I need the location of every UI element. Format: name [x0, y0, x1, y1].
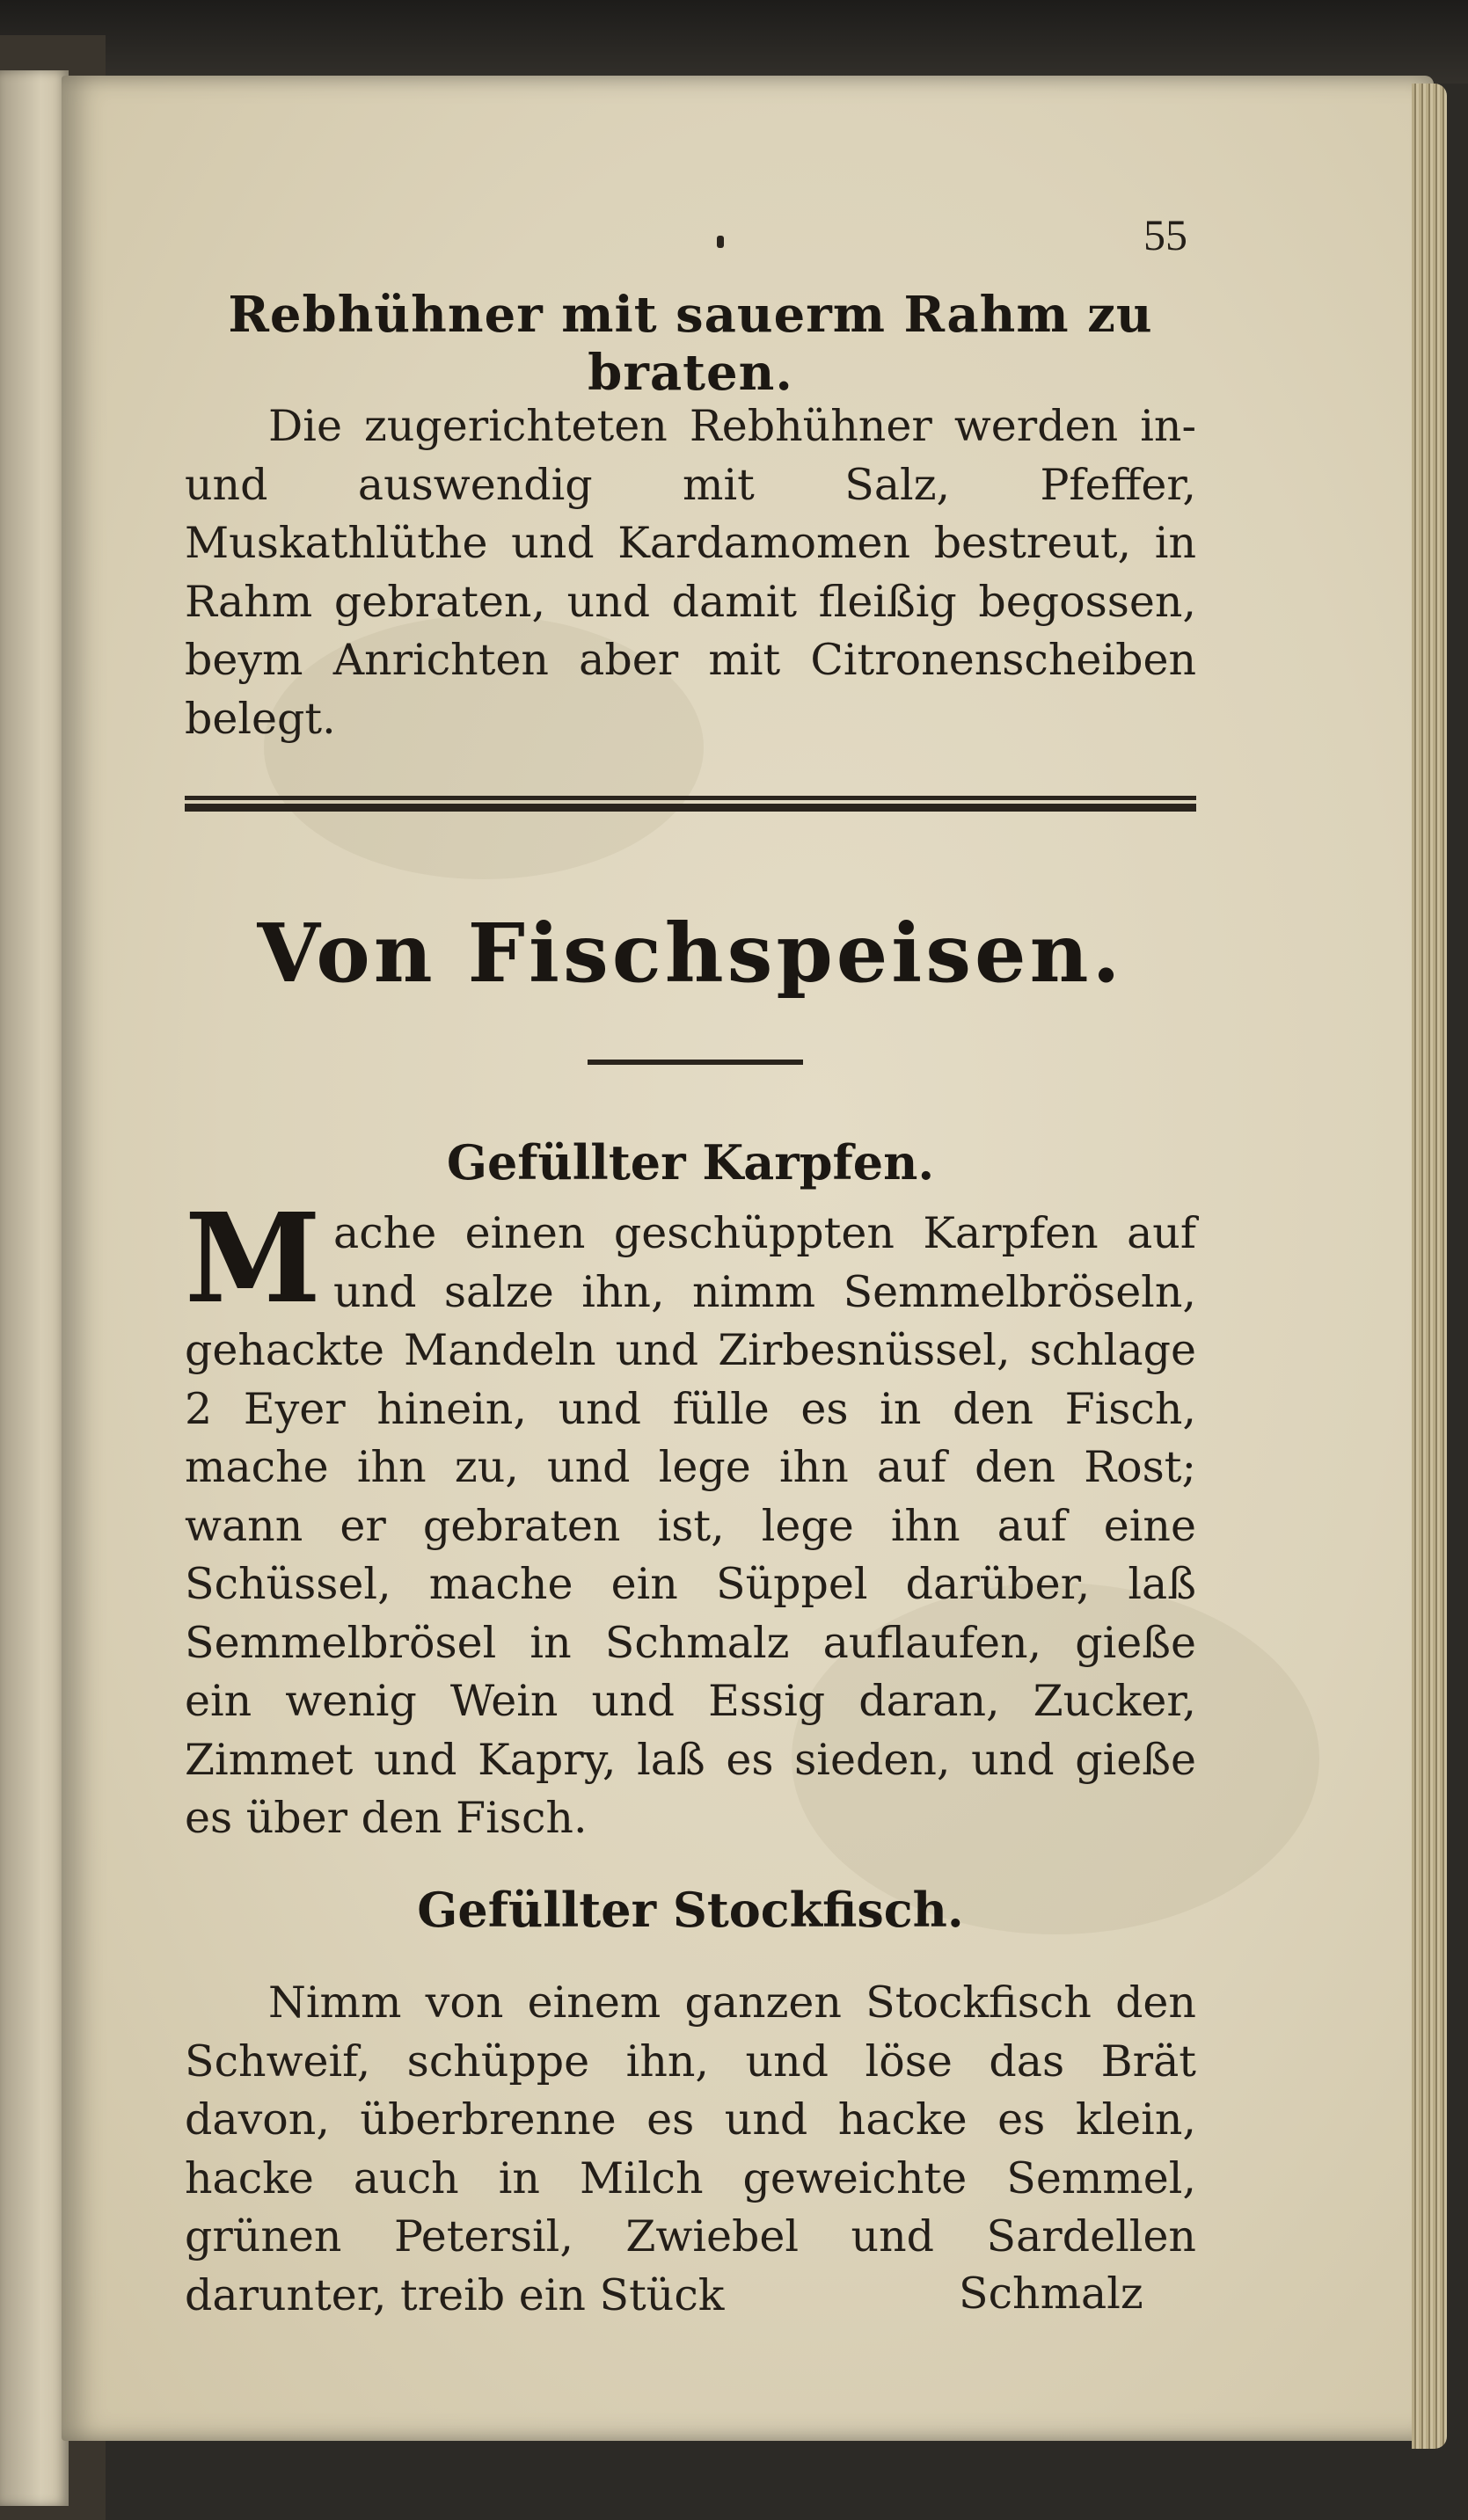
recipe-body-rebhuehner: Die zugerichteten Rebhühner werden in- und auswendig mit Salz, Pfeffer, Muskathlüthe und Kardamomen bestreut, in Rahm gebraten, und damit fleißig begossen, beym Anrichten aber mit Citronenscheiben belegt. [185, 401, 1196, 744]
section-divider [185, 796, 1196, 812]
drop-cap-initial: M [185, 1187, 321, 1331]
facing-page-edge [0, 70, 69, 2506]
ink-mark [717, 236, 724, 248]
chapter-title: Von Fischspeisen. [257, 906, 1124, 1001]
catchword: Schmalz [959, 2269, 1143, 2319]
recipe-body-stockfisch: Nimm von einem ganzen Stockfisch den Schweif, schüppe ihn, und löse das Brät davon, überbrenne es und hacke es klein, hacke auch in Milch geweichte Semmel, grünen Petersil, Zwiebel und Sardellen darunter, treib ein Stück [185, 1977, 1196, 2320]
page-stack-edge [1412, 84, 1447, 2449]
recipe-title-karpfen: Gefüllter Karpfen. [446, 1134, 935, 1191]
recipe-title-rebhuehner: Rebhühner mit sauerm Rahm zu braten. [228, 286, 1153, 402]
recipe-title-stockfisch: Gefüllter Stockfisch. [417, 1882, 964, 1938]
scan-background-top [0, 0, 1468, 84]
recipe-body-karpfen [185, 1187, 1196, 1848]
recipe-text-karpfen: ache einen geschüppten Karpfen auf und salze ihn, nimm Semmelbröseln, gehackte Mandeln und Zirbesnüssel, schlage 2 Eyer hinein, und fülle es in den Fisch, mache ihn zu, und lege ihn auf den Rost; wann er gebraten ist, lege ihn auf eine Schüssel, mache ein Süppel darüber, laß Semmelbrösel in Schmalz auflaufen, gieße ein wenig Wein und Essig daran, Zucker, Zimmet und Kapry, laß es sieden, und gieße es über den Fisch. [185, 1208, 1196, 1843]
chapter-underline [588, 1060, 803, 1065]
page-number: 55 [1143, 210, 1187, 259]
